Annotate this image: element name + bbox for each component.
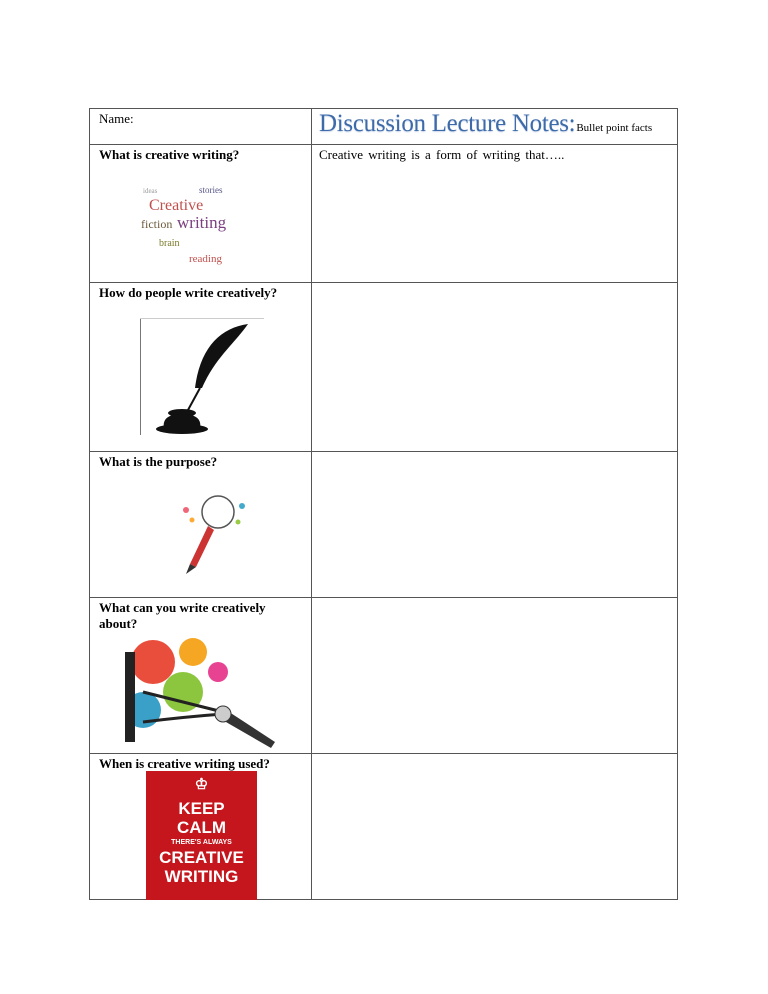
word: fiction — [141, 217, 173, 231]
lightbulb-pen-image — [172, 488, 248, 576]
table-row — [90, 753, 677, 901]
poster-line: KEEP — [178, 799, 225, 818]
subtitle-text: Bullet point facts — [576, 122, 653, 134]
table-row — [90, 451, 677, 597]
question: What is the purpose? — [99, 454, 218, 469]
title-text: Discussion Lecture Notes: — [319, 110, 576, 137]
poster-line: THERE'S ALWAYS — [171, 839, 232, 846]
table-row — [90, 144, 677, 282]
question: How do people write creatively? — [99, 285, 278, 300]
question: What is creative writing? — [99, 147, 240, 162]
header-row — [90, 109, 677, 144]
keep-calm-poster-image — [146, 771, 257, 900]
word: stories — [199, 185, 223, 195]
crown-icon: ♔ — [194, 776, 209, 793]
poster-line: CALM — [176, 818, 227, 837]
notes-table — [89, 108, 678, 900]
table-row — [90, 597, 677, 753]
poster-line: WRITING — [164, 867, 239, 886]
word-cloud-image — [139, 179, 237, 267]
poster-line: CREATIVE — [159, 848, 244, 867]
word: writing — [177, 213, 227, 232]
word: Creative — [149, 197, 204, 214]
word: reading — [189, 253, 222, 265]
question: When is creative writing used? — [99, 756, 270, 771]
word: ideas — [143, 187, 158, 195]
name-label: Name: — [99, 111, 134, 126]
table-row — [90, 282, 677, 451]
page-title — [319, 110, 652, 138]
question: What can you write creatively about? — [99, 600, 266, 631]
colorful-pen-artwork-image — [123, 632, 279, 750]
answer-field[interactable]: Creative writing is a form of writing that….. — [319, 147, 565, 162]
word: brain — [159, 238, 180, 249]
quill-inkwell-image — [140, 318, 264, 435]
